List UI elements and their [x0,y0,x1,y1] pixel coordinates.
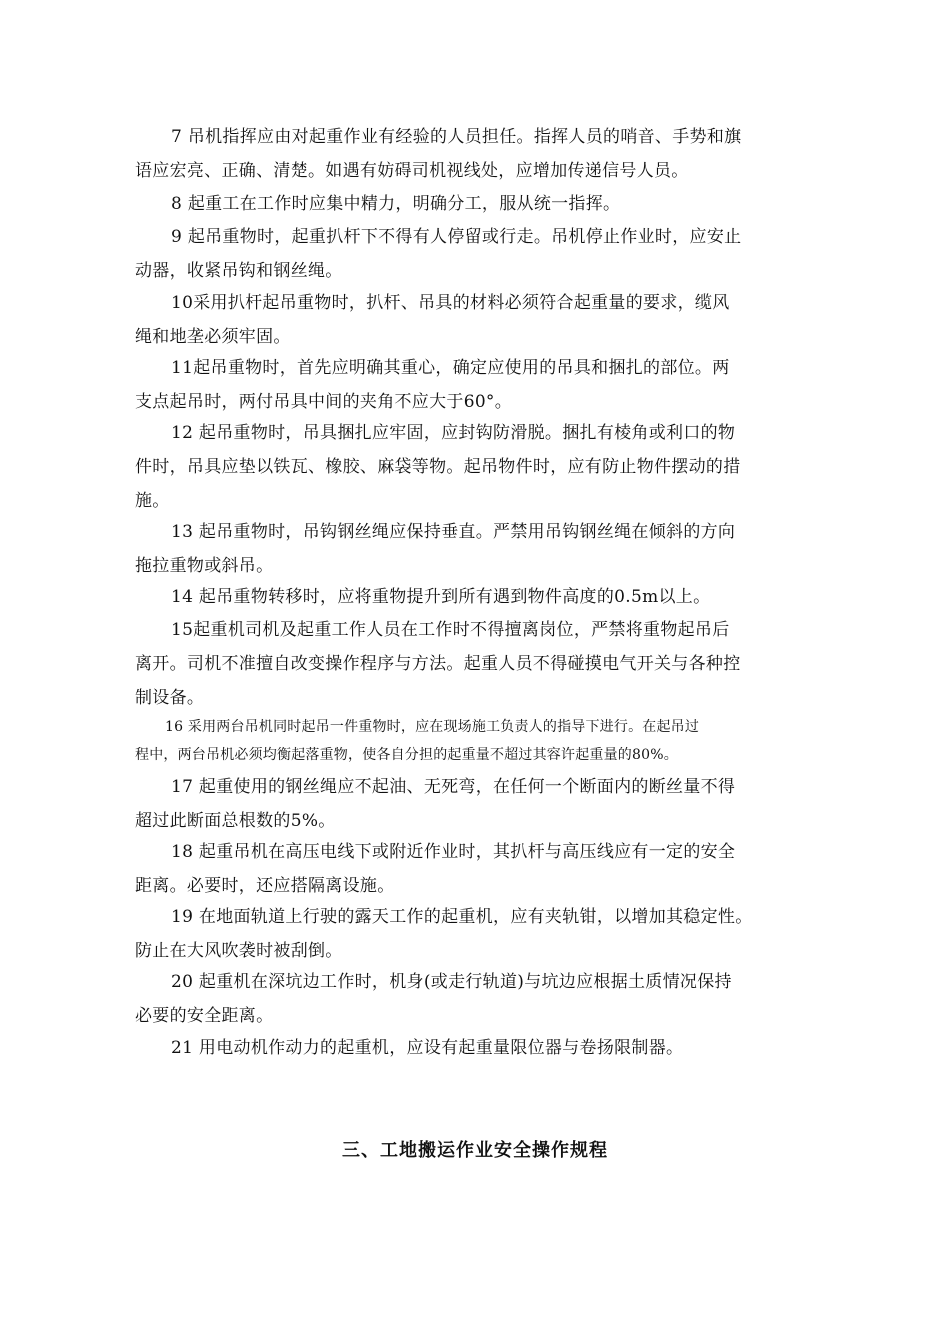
paragraph-line: 动器，收紧吊钩和钢丝绳。 [135,261,343,281]
paragraph-line: 10采用扒杆起吊重物时，扒杆、吊具的材料必须符合起重量的要求，缆风 [171,293,730,313]
paragraph-20 [135,965,825,1033]
paragraph-19 [135,900,825,968]
paragraph-line: 施。 [135,491,170,511]
paragraph-line: 20 起重机在深坑边工作时，机身(或走行轨道)与坑边应根据土质情况保持 [171,972,732,992]
paragraph-18 [135,835,825,903]
paragraph-11 [135,351,825,419]
paragraph-line: 程中，两台吊机必须均衡起落重物，使各自分担的起重量不超过其容许起重量的80%。 [135,747,678,763]
paragraph-line: 距离。必要时，还应搭隔离设施。 [135,876,395,896]
paragraph-21 [135,1031,825,1065]
paragraph-line: 13 起吊重物时，吊钩钢丝绳应保持垂直。严禁用吊钩钢丝绳在倾斜的方向 [171,522,736,542]
paragraph-line: 14 起吊重物转移时，应将重物提升到所有遇到物件高度的0.5m以上。 [171,587,711,607]
paragraph-line: 12 起吊重物时，吊具捆扎应牢固，应封钩防滑脱。捆扎有棱角或利口的物 [171,423,736,443]
paragraph-8 [135,187,825,221]
paragraph-line: 防止在大风吹袭时被刮倒。 [135,941,343,961]
paragraph-line: 7 吊机指挥应由对起重作业有经验的人员担任。指挥人员的哨音、手势和旗 [171,127,742,147]
paragraph-12 [135,416,825,518]
paragraph-line: 超过此断面总根数的5%。 [135,811,336,831]
paragraph-line: 9 起吊重物时，起重扒杆下不得有人停留或行走。吊机停止作业时，应安止 [171,227,742,247]
paragraph-14 [135,580,825,614]
paragraph-line: 18 起重吊机在高压电线下或附近作业时，其扒杆与高压线应有一定的安全 [171,842,736,862]
paragraph-15 [135,613,825,715]
paragraph-line: 拖拉重物或斜吊。 [135,556,274,576]
section-heading: 三、工地搬运作业安全操作规程 [342,1140,608,1161]
paragraph-line: 必要的安全距离。 [135,1006,274,1026]
paragraph-7 [135,120,825,188]
paragraph-9 [135,220,825,288]
paragraph-line: 制设备。 [135,688,205,708]
paragraph-line: 8 起重工在工作时应集中精力，明确分工，服从统一指挥。 [171,194,621,214]
paragraph-line: 语应宏亮、正确、清楚。如遇有妨碍司机视线处，应增加传递信号人员。 [135,161,689,181]
paragraph-line: 21 用电动机作动力的起重机，应设有起重量限位器与卷扬限制器。 [171,1038,684,1058]
paragraph-17 [135,770,825,838]
paragraph-line: 15起重机司机及起重工作人员在工作时不得擅离岗位，严禁将重物起吊后 [171,620,730,640]
paragraph-line: 11起吊重物时，首先应明确其重心，确定应使用的吊具和捆扎的部位。两 [171,358,730,378]
paragraph-13 [135,515,825,583]
paragraph-line: 件时，吊具应垫以铁瓦、橡胶、麻袋等物。起吊物件时，应有防止物件摆动的措 [135,457,741,477]
paragraph-line: 19 在地面轨道上行驶的露天工作的起重机，应有夹轨钳，以增加其稳定性。 [171,907,753,927]
paragraph-line: 绳和地垄必须牢固。 [135,327,291,347]
paragraph-line: 离开。司机不准擅自改变操作程序与方法。起重人员不得碰摸电气开关与各种控 [135,654,741,674]
paragraph-16 [135,713,825,769]
paragraph-line: 17 起重使用的钢丝绳应不起油、无死弯，在任何一个断面内的断丝量不得 [171,777,736,797]
paragraph-line: 支点起吊时，两付吊具中间的夹角不应大于60°。 [135,392,513,412]
paragraph-10 [135,286,825,354]
paragraph-line: 16 采用两台吊机同时起吊一件重物时，应在现场施工负责人的指导下进行。在起吊过 [165,719,700,735]
